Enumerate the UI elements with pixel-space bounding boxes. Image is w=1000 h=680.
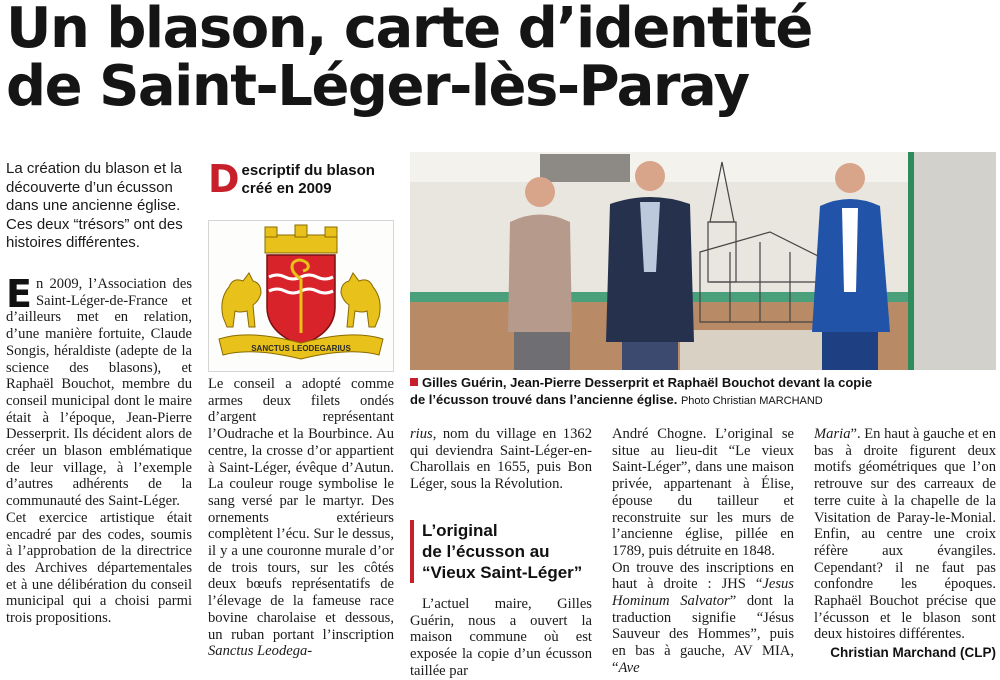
subheading-line-1: L’original: [422, 521, 498, 540]
column-1-paragraph-1: [6, 272, 192, 510]
article-column-1: [6, 272, 192, 627]
article-column-3-continued: [410, 596, 592, 680]
coat-of-arms-image: [208, 220, 394, 372]
coat-of-arms-icon: [209, 221, 393, 371]
subheading-line-3: “Vieux Saint-Léger”: [422, 563, 583, 582]
box-title-line-2: créé en 2009: [241, 180, 332, 197]
article-column-4: [612, 426, 794, 677]
three-men-photo-icon: [410, 152, 996, 370]
column-4-paragraph-1: André Chogne. L’original se situe au lieu-dit “Le vieux Saint-Léger”, dans une maison privée, appartenant à Élise, épouse du tailleur et reconstruite sur les murs de l’ancienne église, pillée en 1789, puis détruite en 1848.: [612, 426, 794, 559]
column-4-paragraph-2: [612, 560, 794, 677]
headline: [6, 0, 996, 119]
caption-marker-icon: [410, 378, 418, 386]
column-4-text-a: On trouve des inscriptions en haut à droite : JHS “: [612, 559, 794, 593]
subheading-line-2: de l’écusson au: [422, 542, 550, 561]
caption-line-1: Gilles Guérin, Jean-Pierre Desserprit et Raphaël Bouchot devant la copie: [422, 375, 873, 390]
drop-cap-e: E: [6, 272, 32, 316]
headline-line-1: Un blason, carte d’identité: [6, 0, 812, 61]
box-drop-cap-d: D: [208, 157, 240, 201]
headline-line-2: de Saint-Léger-lès-Paray: [6, 54, 749, 119]
ox-right-icon: [341, 273, 380, 327]
article-photo: [410, 152, 996, 370]
box-title-line-1: escriptif du blason: [241, 162, 375, 179]
photo-caption: [410, 374, 996, 410]
photo-credit: Photo Christian MARCHAND: [680, 395, 823, 407]
column-4-italic-1: Jesus Hominum Salvator: [612, 576, 794, 610]
column-2-text: Le conseil a adopté comme armes deux filets ondés d’argent représentant l’Oudrache et la Bourbince. Au centre, la crosse d’or appartient à Saint-Léger, évêque d’Autun. La couleur rouge symbolise le sang versé par le martyr. Des ornements extérieurs complètent l’écu. Sur le dessus, il y a une couronne murale d’or de trois tours, sur les côtés deux bœufs représentatifs de l’élevage de la fameuse race bovine charolaise et dessous, un ruban portant l’inscription: [208, 376, 394, 643]
subheading-original-escutcheon: [410, 520, 598, 583]
column-1-paragraph-2: Cet exercice artistique était encadré par des codes, soumis à l’approbation de la directrice des Archives départementales et à une délibération du conseil municipal qui a choisi parmi trois propositions.: [6, 509, 192, 627]
lead-paragraph: La création du blason et la découverte d’un écusson dans une ancienne église. Ces deux “trésors” ont des histoires différentes.: [6, 160, 183, 251]
article-column-2: [208, 376, 394, 660]
column-3-paragraph-2: L’actuel maire, Gilles Guérin, nous a ouvert la maison commune où est exposée la copie d’un écusson taillée par: [410, 596, 592, 679]
article-column-3: [410, 426, 592, 493]
column-5-italic: Maria: [814, 426, 851, 442]
blazon-box-title: [208, 157, 404, 201]
column-2-italic: Sanctus Leodega-: [208, 643, 313, 660]
article-column-5: [814, 426, 996, 643]
column-3-italic: rius: [410, 426, 433, 442]
column-2-paragraph: [208, 376, 394, 660]
column-5-paragraph: [814, 426, 996, 643]
mural-crown-icon: [265, 225, 337, 253]
ox-left-icon: [222, 273, 261, 327]
author-signature: Christian Marchand (CLP): [830, 645, 996, 660]
column-1-text: n 2009, l’Association des Saint-Léger-de-France et d’ailleurs met en relation, d’une manière fortuite, Claude Songis, héraldiste (adepte de la science des blasons), et Raphaël Bouchot, membre du conseil municipal dont le maire était à l’époque, Jean-Pierre Desserprit. Ils décident alors de créer un blason emblématique de leur village, à l’exemple d’autres adhérents de la communauté des Saint-Léger.: [6, 276, 192, 510]
column-5-text: ”. En haut à gauche et en bas à droite figurent deux motifs géométriques que l’on retrouve sur des carreaux de terre cuite à la chapelle de la Visitation de Paray-le-Monial. Enfin, au centre une croix réfère aux évangiles. Cependant? il ne faut pas confondre les époques. Raphaël Bouchot précise que l’écusson et le blason sont deux histoires différentes.: [814, 426, 996, 643]
column-3-paragraph-1: [410, 426, 592, 493]
motto-text: SANCTUS LEODEGARIUS: [251, 344, 351, 353]
column-3-text: , nom du village en 1362 qui deviendra Saint-Léger-en-Charollais en 1655, puis Bon Léger, sous la Révolution.: [410, 426, 592, 493]
column-4-text-b: ” dont la traduction signifie “Jésus Sauveur des Hommes”, puis en bas à gauche, AV MIA, “: [612, 593, 794, 676]
caption-line-2: de l’écusson trouvé dans l’ancienne église.: [410, 392, 678, 407]
column-4-italic-2: Ave: [618, 659, 640, 676]
